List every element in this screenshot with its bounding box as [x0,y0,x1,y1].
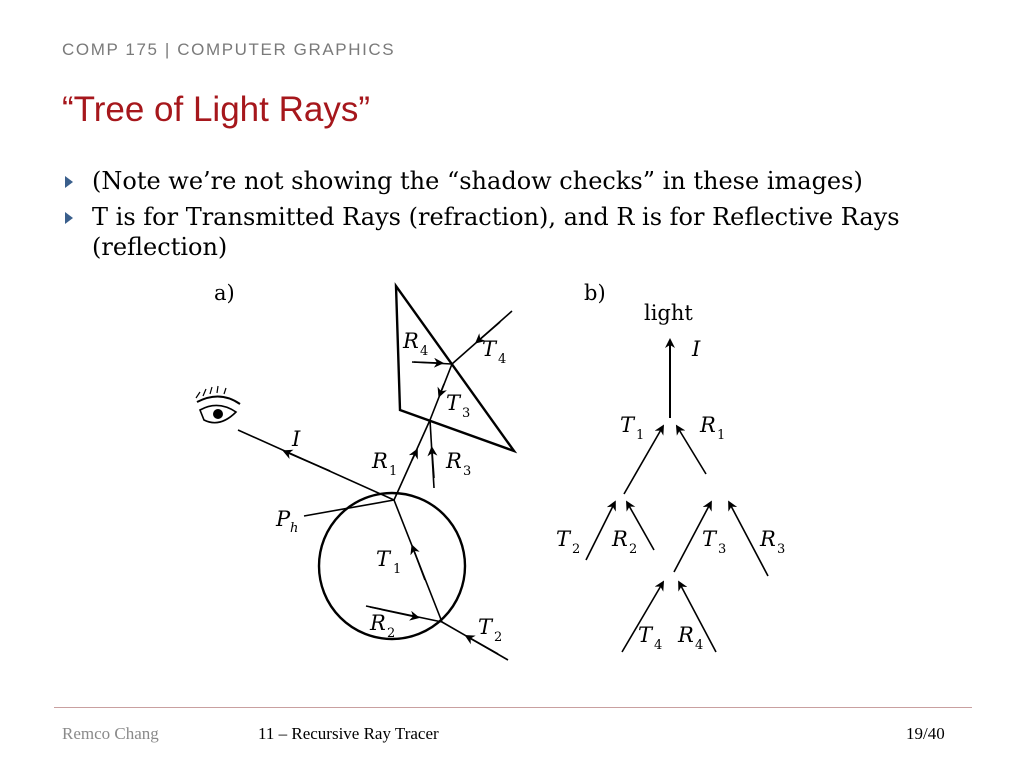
label-Ph: P [276,507,291,531]
label-R3: R [446,449,462,473]
label-I: I [292,427,301,451]
tree-label-T4: T [638,623,653,647]
label-T3: T [446,391,461,415]
triangle-shape [396,286,514,451]
label-T3-sub: 3 [462,406,471,421]
tree-label-T1: T [620,413,635,437]
footer-lecture: 11 – Recursive Ray Tracer [258,724,439,743]
tree-label-R3-sub: 3 [777,542,786,557]
label-T2-sub: 2 [494,630,503,645]
tree-label-R1-sub: 1 [717,428,726,443]
tree-label-T3-sub: 3 [718,542,727,557]
bullet-text: T is for Transmitted Rays (refraction), and R is for Reflective Rays (reflection) [92,203,900,261]
label-R1: R [372,449,388,473]
tree-label-R4: R [678,623,694,647]
label-R1-sub: 1 [389,464,398,479]
tree-label-T3: T [702,527,717,551]
normal-Ph [304,500,394,516]
footer-divider [54,707,972,708]
bullet-text: (Note we’re not showing the “shadow checks” in these images) [92,167,863,195]
tree-label-R4-sub: 4 [695,638,704,653]
slide-title: “Tree of Light Rays” [62,90,370,129]
tree-label-T2-sub: 2 [572,542,581,557]
label-R4-sub: 4 [420,344,429,359]
figure-b-label: b) [584,281,606,305]
figure-a [196,281,514,660]
label-T1: T [376,547,391,571]
label-Ph-sub: h [290,521,299,536]
label-R2: R [370,611,386,635]
footer-author: Remco Chang [62,724,159,743]
tree-label-R2-sub: 2 [629,542,638,557]
eye-icon [196,386,240,423]
label-R3-sub: 3 [463,464,472,479]
tree-label-R3: R [760,527,776,551]
figure-b [556,281,785,653]
label-T4: T [482,337,497,361]
tree-label-I: I [692,337,701,361]
label-R2-sub: 2 [387,626,396,641]
tree-label-T4-sub: 4 [654,638,663,653]
label-T1-sub: 1 [393,562,402,577]
label-T2: T [478,615,493,639]
footer-page-number: 19/40 [906,724,945,743]
tree-label-T1-sub: 1 [636,428,645,443]
label-T4-sub: 4 [498,352,507,367]
course-header: COMP 175 | COMPUTER GRAPHICS [62,40,396,59]
tree-label-R2: R [612,527,628,551]
light-label: light [644,301,693,325]
tree-edge-T2 [586,504,614,560]
tree-label-T2: T [556,527,571,551]
sphere-shape [319,493,465,639]
figure-a-label: a) [214,281,235,305]
tree-label-R1: R [700,413,716,437]
label-R4: R [403,329,419,353]
